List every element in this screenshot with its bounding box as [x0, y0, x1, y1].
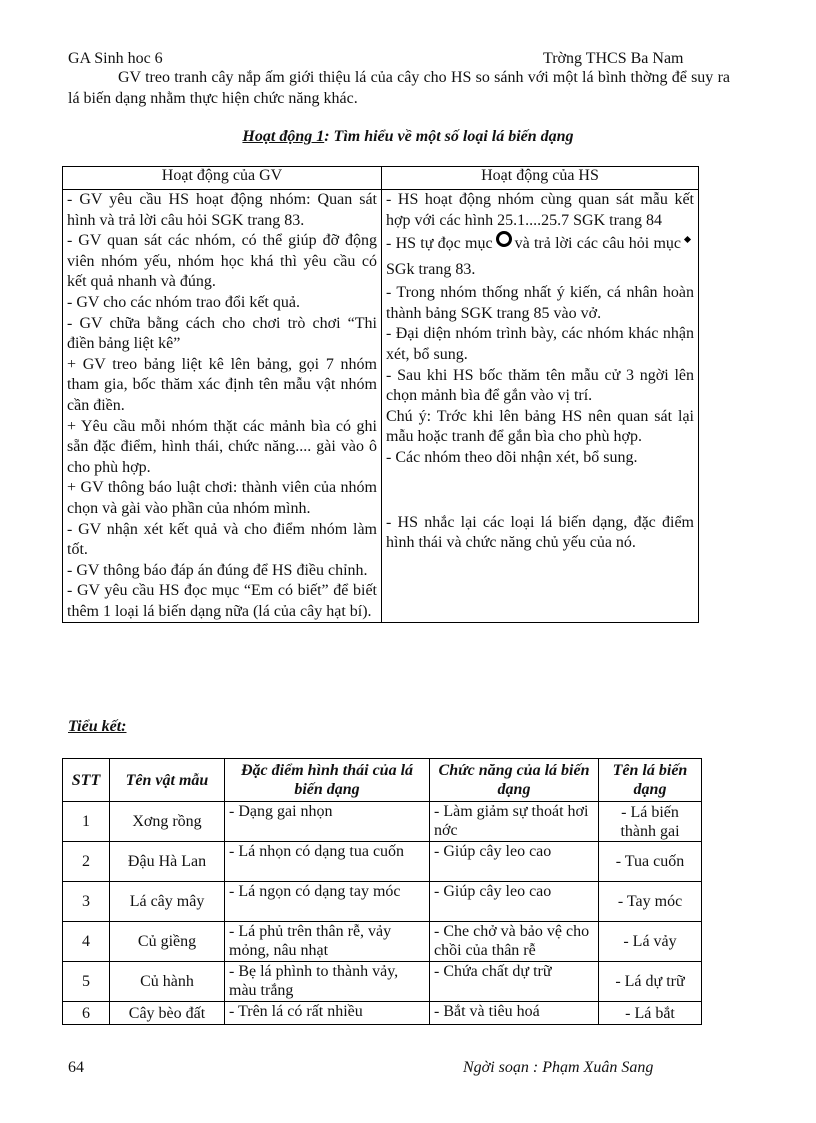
- table-row: [63, 1002, 702, 1025]
- cell-function: - Giúp cây leo cao: [430, 882, 599, 922]
- hs-line: - HS hoạt động nhóm cùng quan sát mẫu kết hợp với các hình 25.1....25.7 SGK trang 84: [386, 191, 694, 229]
- col-name: Tên vật mẫu: [110, 759, 225, 802]
- cell-feature: - Dạng gai nhọn: [225, 802, 430, 842]
- activity-table-row: [63, 190, 699, 623]
- header-gv: Hoạt động của GV: [63, 167, 382, 190]
- hs-line: [386, 231, 694, 283]
- cell-function: - Làm giảm sự thoát hơi nớc: [430, 802, 599, 842]
- cell-stt: 5: [63, 962, 110, 1002]
- cell-name: Đậu Hà Lan: [110, 842, 225, 882]
- cell-function: - Chứa chất dự trữ: [430, 962, 599, 1002]
- cell-stt: 4: [63, 922, 110, 962]
- hs-line-part: và trả lời các câu hỏi mục: [514, 235, 682, 253]
- diamond-bullet-icon: [684, 236, 691, 243]
- cell-leaf: - Lá biến thành gai: [599, 802, 702, 842]
- hs-line: - Trong nhóm thống nhất ý kiến, cá nhân hoàn thành bảng SGK trang 85 vào vở.: [386, 284, 694, 322]
- spacer: [386, 469, 694, 513]
- summary-table: [62, 758, 702, 1025]
- cell-stt: 6: [63, 1002, 110, 1025]
- cell-leaf: - Tua cuốn: [599, 842, 702, 882]
- activity-table-header: [63, 167, 699, 190]
- gv-line: - GV thông báo đáp án đúng để HS điều chỉnh.: [67, 561, 368, 579]
- cell-name: Củ giềng: [110, 922, 225, 962]
- circle-bullet-icon: [496, 231, 512, 247]
- page-number: 64: [68, 1059, 84, 1076]
- table-row: [63, 802, 702, 842]
- cell-name: Cây bèo đất: [110, 1002, 225, 1025]
- cell-function: - Che chở và bảo vệ cho chồi của thân rễ: [430, 922, 599, 962]
- hs-line-part: SGk trang 83.: [386, 261, 476, 279]
- activity-heading: [0, 128, 816, 146]
- summary-heading: Tiểu kết:: [68, 718, 127, 735]
- hs-line: - Đại diện nhóm trình bày, các nhóm khác nhận xét, bổ sung.: [386, 325, 694, 363]
- cell-feature: - Trên lá có rất nhiều: [225, 1002, 430, 1025]
- col-stt: STT: [63, 759, 110, 802]
- cell-name: Xơng rồng: [110, 802, 225, 842]
- intro-paragraph: [68, 67, 730, 109]
- gv-line: - GV yêu cầu HS đọc mục “Em có biết” để biết thêm 1 loại lá biến dạng nữa (lá của cây hạt bí).: [67, 582, 377, 620]
- col-function: Chức năng của lá biến dạng: [430, 759, 599, 802]
- summary-table-header: [63, 759, 702, 802]
- header-hs: Hoạt động của HS: [382, 167, 699, 190]
- header-school: Trờng THCS Ba Nam: [543, 50, 684, 67]
- cell-name: Củ hành: [110, 962, 225, 1002]
- hs-line: - HS nhắc lại các loại lá biến dạng, đặc điểm hình thái và chức năng chủ yếu của nó.: [386, 513, 694, 552]
- table-row: [63, 962, 702, 1002]
- cell-leaf: - Lá dự trữ: [599, 962, 702, 1002]
- header-subject: GA Sinh hoc 6: [68, 50, 163, 67]
- hs-activities: [382, 190, 699, 623]
- cell-stt: 2: [63, 842, 110, 882]
- table-row: [63, 842, 702, 882]
- cell-stt: 3: [63, 882, 110, 922]
- cell-leaf: - Lá vảy: [599, 922, 702, 962]
- table-row: [63, 922, 702, 962]
- cell-feature: - Lá nhọn có dạng tua cuốn: [225, 842, 430, 882]
- hs-line: - Các nhóm theo dõi nhận xét, bổ sung.: [386, 448, 638, 466]
- intro-text: GV treo tranh cây nắp ấm giới thiệu lá của cây cho HS so sánh với một lá bình thờng để suy ra lá biến dạng nhằm thực hiện chức năng khác.: [68, 69, 730, 107]
- cell-function: - Giúp cây leo cao: [430, 842, 599, 882]
- col-feature: Đặc điểm hình thái của lá biến dạng: [225, 759, 430, 802]
- cell-leaf: - Lá bắt: [599, 1002, 702, 1025]
- footer-author: Ngời soạn : Phạm Xuân Sang: [463, 1059, 654, 1076]
- cell-stt: 1: [63, 802, 110, 842]
- activity-title-text: : Tìm hiểu về một số loại lá biến dạng: [324, 128, 574, 145]
- cell-function: - Bắt và tiêu hoá: [430, 1002, 599, 1025]
- gv-line: - GV cho các nhóm trao đổi kết quả.: [67, 293, 300, 311]
- gv-line: + Yêu cầu mỗi nhóm thặt các mảnh bìa có ghi sẵn đặc điểm, hình thái, chức năng.... gài vào ô cho phù hợp.: [67, 417, 377, 476]
- cell-feature: - Bẹ lá phình to thành vảy, màu trắng: [225, 962, 430, 1002]
- cell-name: Lá cây mây: [110, 882, 225, 922]
- hs-line: - Sau khi HS bốc thăm tên mẫu cử 3 ngời lên chọn mảnh bìa để gắn vào vị trí.: [386, 366, 694, 405]
- cell-feature: - Lá phủ trên thân rễ, vảy mỏng, nâu nhạt: [225, 922, 430, 962]
- hs-line-part: - HS tự đọc mục: [386, 235, 493, 253]
- cell-leaf: - Tay móc: [599, 882, 702, 922]
- gv-line: + GV thông báo luật chơi: thành viên của nhóm chọn và gài vào phần của nhóm mình.: [67, 479, 377, 517]
- gv-line: - GV chữa bằng cách cho chơi trò chơi “Thi điền bảng liệt kê”: [67, 314, 377, 353]
- activity-label: Hoạt động 1: [242, 128, 325, 145]
- hs-line: Chú ý: Trớc khi lên bảng HS nên quan sát lại mẫu hoặc tranh để gắn bìa cho phù hợp.: [386, 407, 694, 446]
- gv-line: - GV yêu cầu HS hoạt động nhóm: Quan sát hình và trả lời câu hỏi SGK trang 83.: [67, 191, 377, 229]
- gv-activities: [63, 190, 382, 623]
- col-leaf: Tên lá biến dạng: [599, 759, 702, 802]
- gv-line: - GV quan sát các nhóm, có thể giúp đỡ động viên nhóm yếu, nhóm học khá thì yêu cầu có kết quả nhanh và đúng.: [67, 232, 377, 291]
- gv-line: + GV treo bảng liệt kê lên bảng, gọi 7 nhóm tham gia, bốc thăm xác định tên mẫu vật nhóm cần điền.: [67, 355, 377, 414]
- table-row: [63, 882, 702, 922]
- cell-feature: - Lá ngọn có dạng tay móc: [225, 882, 430, 922]
- gv-line: - GV nhận xét kết quả và cho điểm nhóm làm tốt.: [67, 520, 377, 559]
- activity-table: [62, 166, 699, 623]
